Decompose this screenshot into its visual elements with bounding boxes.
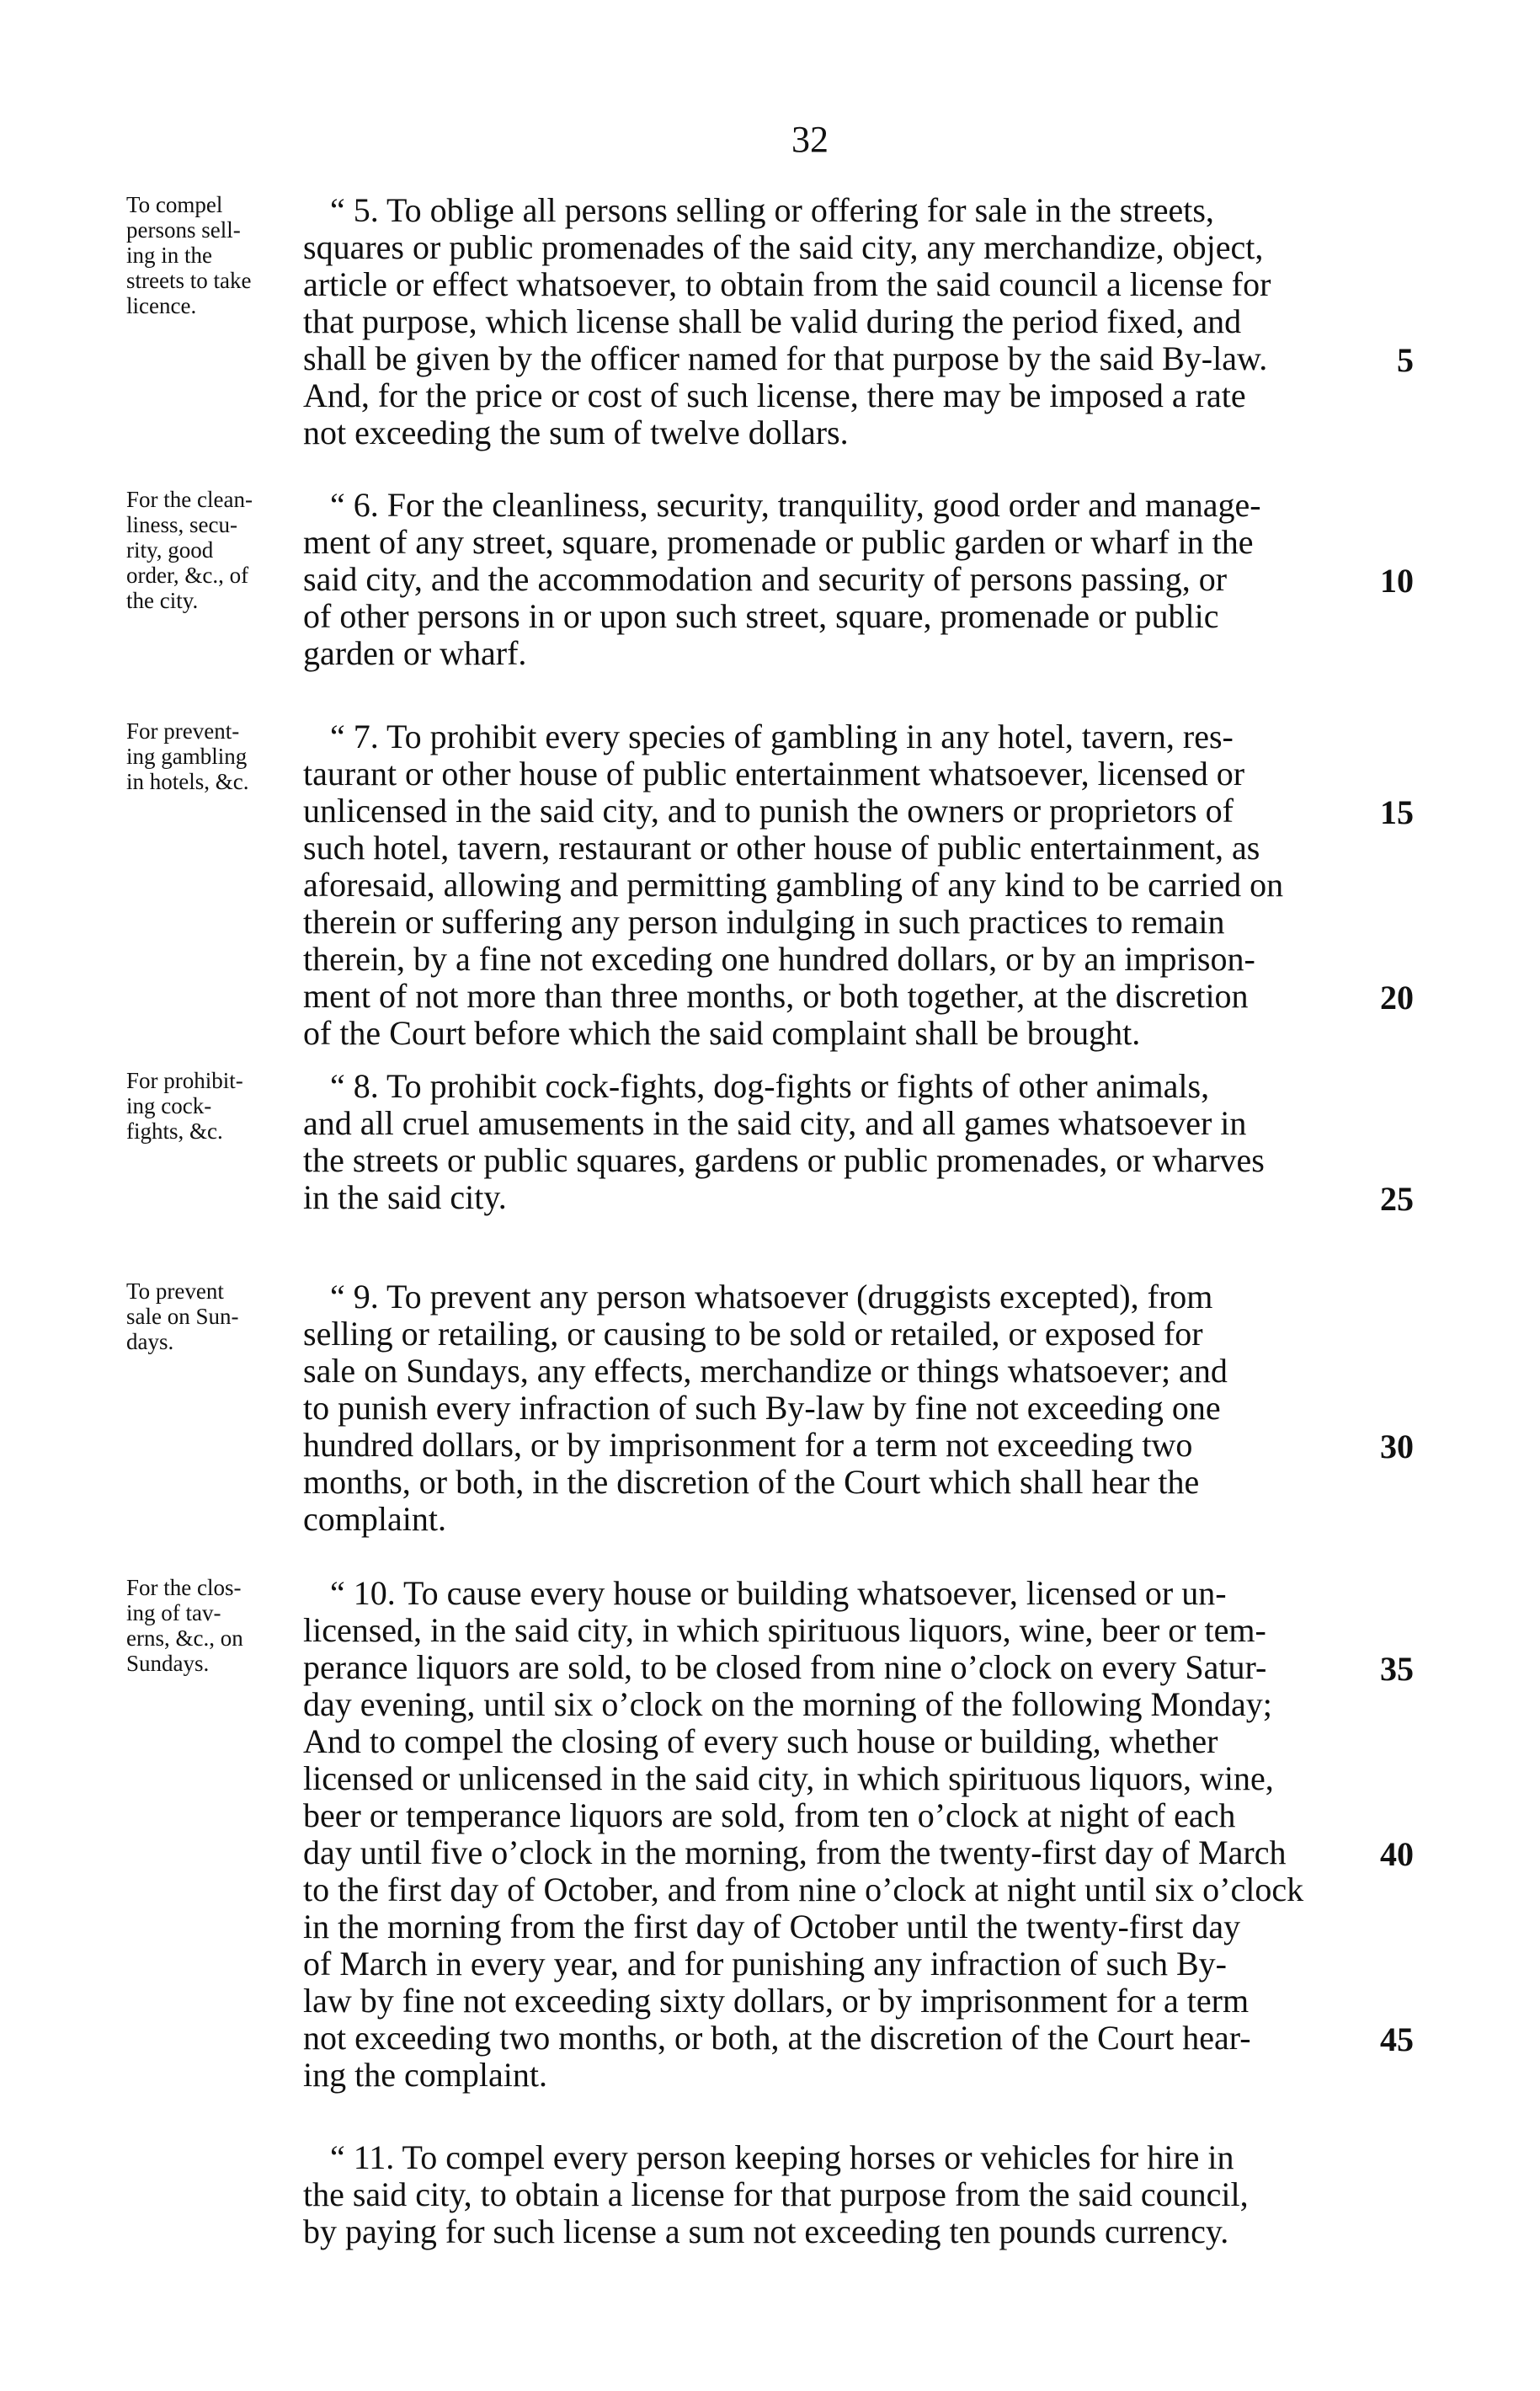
note-line: in hotels, &c.: [126, 769, 249, 794]
text-line: that purpose, which license shall be valid during the period fixed, and: [303, 302, 1242, 340]
note-line: order, &c., of: [126, 563, 249, 588]
note-line: ing gambling: [126, 744, 248, 769]
text-line: “ 6. For the cleanliness, security, tranquility, good order and manage-: [330, 486, 1261, 524]
note-line: To compel: [126, 192, 223, 217]
line-number: 20: [1380, 979, 1414, 1017]
text-line: “ 11. To compel every person keeping horses or vehicles for hire in: [330, 2138, 1234, 2176]
text-line: not exceeding the sum of twelve dollars.: [303, 414, 849, 451]
text-line: sale on Sundays, any effects, merchandize or things whatsoever; and: [303, 1352, 1228, 1390]
text-line: article or effect whatsoever, to obtain from the said council a license for: [303, 265, 1271, 303]
line-number: 25: [1380, 1180, 1414, 1218]
note-line: fights, &c.: [126, 1118, 223, 1144]
text-line: complaint.: [303, 1500, 446, 1538]
text-line: ing the complaint.: [303, 2056, 547, 2094]
text-line: in the morning from the first day of October until the twenty-first day: [303, 1908, 1241, 1945]
note-line: For prohibit-: [126, 1068, 243, 1093]
text-line: taurant or other house of public entertainment whatsoever, licensed or: [303, 755, 1245, 793]
note-line: liness, secu-: [126, 512, 237, 537]
line-number: 35: [1380, 1650, 1414, 1688]
note-line: For prevent-: [126, 718, 240, 744]
text-line: “ 10. To cause every house or building whatsoever, licensed or un-: [330, 1574, 1227, 1612]
text-line: law by fine not exceeding sixty dollars, or by imprisonment for a term: [303, 1982, 1250, 2020]
text-line: to punish every infraction of such By-law by fine not exceeding one: [303, 1389, 1221, 1427]
text-line: beer or temperance liquors are sold, from ten o’clock at night of each: [303, 1796, 1236, 1834]
text-line: therein or suffering any person indulging in such practices to remain: [303, 903, 1225, 941]
page-number: 32: [791, 119, 829, 160]
text-line: such hotel, tavern, restaurant or other house of public entertainment, as: [303, 829, 1260, 867]
margin-note: [126, 718, 310, 794]
text-line: “ 5. To oblige all persons selling or offering for sale in the streets,: [330, 191, 1214, 229]
note-line: For the clos-: [126, 1575, 242, 1600]
text-line: ment of any street, square, promenade or public garden or wharf in the: [303, 523, 1254, 561]
text-line: to the first day of October, and from nine o’clock at night until six o’clock: [303, 1871, 1304, 1908]
note-line: To prevent: [126, 1278, 224, 1304]
note-line: For the clean-: [126, 487, 253, 512]
note-line: the city.: [126, 588, 199, 613]
note-line: rity, good: [126, 537, 214, 563]
note-line: erns, &c., on: [126, 1625, 243, 1651]
note-line: sale on Sun-: [126, 1304, 239, 1329]
text-line: garden or wharf.: [303, 634, 527, 672]
note-line: licence.: [126, 293, 197, 318]
note-line: streets to take: [126, 268, 252, 293]
text-line: of March in every year, and for punishing any infraction of such By-: [303, 1945, 1227, 1983]
text-line: squares or public promenades of the said city, any merchandize, object,: [303, 228, 1264, 266]
text-line: And to compel the closing of every such house or building, whether: [303, 1722, 1218, 1760]
text-line: day until five o’clock in the morning, from the twenty-first day of March: [303, 1833, 1287, 1871]
text-line: selling or retailing, or causing to be sold or retailed, or exposed for: [303, 1315, 1203, 1353]
note-line: persons sell-: [126, 217, 241, 243]
text-line: aforesaid, allowing and permitting gambling of any kind to be carried on: [303, 866, 1284, 904]
text-line: unlicensed in the said city, and to punish the owners or proprietors of: [303, 792, 1234, 830]
note-line: days.: [126, 1329, 174, 1354]
margin-note: [126, 487, 310, 613]
text-line: not exceeding two months, or both, at the discretion of the Court hear-: [303, 2019, 1251, 2057]
text-line: months, or both, in the discretion of the Court which shall hear the: [303, 1463, 1200, 1501]
note-line: Sundays.: [126, 1651, 210, 1676]
text-line: licensed, in the said city, in which spirituous liquors, wine, beer or tem-: [303, 1611, 1266, 1649]
text-line: perance liquors are sold, to be closed from nine o’clock on every Satur-: [303, 1648, 1267, 1686]
text-line: of the Court before which the said complaint shall be brought.: [303, 1014, 1141, 1052]
text-line: “ 7. To prohibit every species of gambling in any hotel, tavern, res-: [330, 718, 1234, 755]
margin-note: [126, 1575, 310, 1676]
line-number: 45: [1380, 2020, 1414, 2058]
text-line: hundred dollars, or by imprisonment for a term not exceeding two: [303, 1426, 1193, 1464]
margin-note: [126, 192, 310, 318]
text-line: in the said city.: [303, 1178, 507, 1216]
text-line: “ 9. To prevent any person whatsoever (druggists excepted), from: [330, 1278, 1213, 1316]
line-number: 10: [1380, 562, 1414, 600]
line-number: 15: [1380, 793, 1414, 831]
line-number: 40: [1380, 1835, 1414, 1873]
text-line: the said city, to obtain a license for that purpose from the said council,: [303, 2175, 1249, 2213]
text-line: and all cruel amusements in the said city, and all games whatsoever in: [303, 1104, 1247, 1142]
text-line: therein, by a fine not exceding one hundred dollars, or by an imprison-: [303, 940, 1255, 978]
margin-note: [126, 1278, 310, 1354]
text-line: of other persons in or upon such street, square, promenade or public: [303, 597, 1219, 635]
text-line: licensed or unlicensed in the said city, in which spirituous liquors, wine,: [303, 1759, 1274, 1797]
text-line: the streets or public squares, gardens or public promenades, or wharves: [303, 1141, 1265, 1179]
margin-note: [126, 1068, 310, 1144]
text-line: by paying for such license a sum not exceeding ten pounds currency.: [303, 2212, 1229, 2250]
note-line: ing cock-: [126, 1093, 212, 1118]
text-line: And, for the price or cost of such license, there may be imposed a rate: [303, 376, 1246, 414]
text-line: day evening, until six o’clock on the morning of the following Monday;: [303, 1685, 1272, 1723]
line-number: 5: [1397, 341, 1414, 379]
text-line: “ 8. To prohibit cock-fights, dog-fights or fights of other animals,: [330, 1067, 1210, 1105]
text-line: ment of not more than three months, or both together, at the discretion: [303, 977, 1249, 1015]
note-line: ing of tav-: [126, 1600, 221, 1625]
note-line: ing in the: [126, 243, 212, 268]
line-number: 30: [1380, 1428, 1414, 1465]
text-line: said city, and the accommodation and security of persons passing, or: [303, 560, 1228, 598]
text-line: shall be given by the officer named for that purpose by the said By-law.: [303, 339, 1268, 377]
